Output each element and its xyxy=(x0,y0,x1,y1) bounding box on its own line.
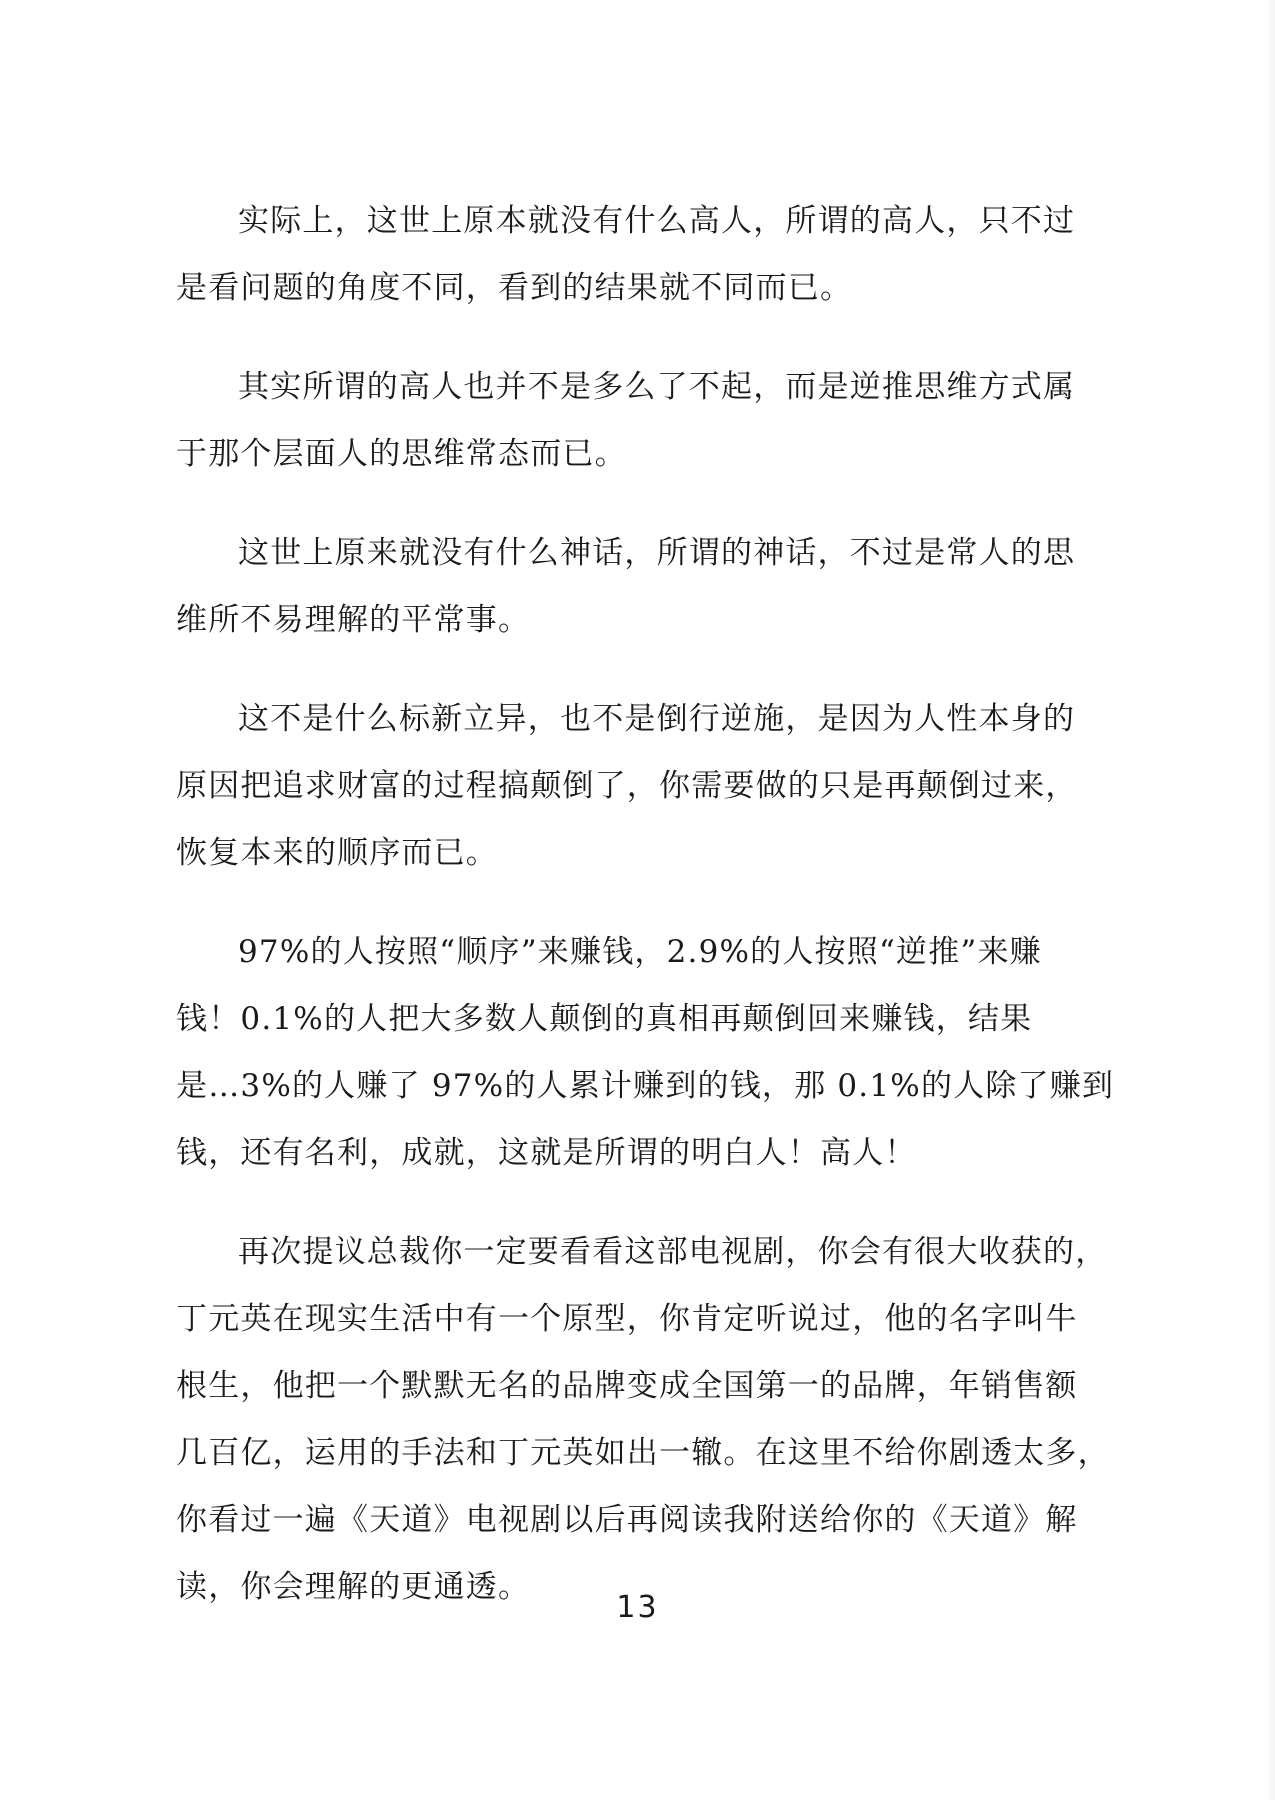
text-line: 这不是什么标新立异，也不是倒行逆施，是因为人性本身的 xyxy=(238,701,1076,737)
paragraph-1 xyxy=(176,188,1096,322)
text-line: 其实所谓的高人也并不是多么了不起，而是逆推思维方式属 xyxy=(238,369,1076,405)
text-line: 原因把追求财富的过程搞颠倒了，你需要做的只是再颠倒过来， xyxy=(176,768,1078,804)
text-line: 实际上，这世上原本就没有什么高人，所谓的高人，只不过 xyxy=(238,203,1076,239)
text-line: 丁元英在现实生活中有一个原型，你肯定听说过，他的名字叫牛 xyxy=(176,1301,1078,1337)
paragraph-6 xyxy=(176,1219,1110,1621)
body-text xyxy=(176,188,1115,1653)
text-line: 是…3%的人赚了 97%的人累计赚到的钱，那 0.1%的人除了赚到 xyxy=(176,1068,1115,1104)
text-line: 这世上原来就没有什么神话，所谓的神话，不过是常人的思 xyxy=(238,535,1076,571)
text-line: 是看问题的角度不同，看到的结果就不同而已。 xyxy=(176,270,853,306)
text-line: 读，你会理解的更通透。 xyxy=(176,1569,531,1605)
text-line: 恢复本来的顺序而已。 xyxy=(176,835,498,871)
paragraph-2 xyxy=(176,354,1096,488)
page-number: 13 xyxy=(616,1590,659,1625)
paragraph-3 xyxy=(176,520,1096,654)
text-line: 钱，还有名利，成就，这就是所谓的明白人！高人！ xyxy=(176,1135,917,1171)
text-line: 维所不易理解的平常事。 xyxy=(176,602,531,638)
text-line: 再次提议总裁你一定要看看这部电视剧，你会有很大收获的， xyxy=(238,1234,1108,1270)
paragraph-5 xyxy=(176,919,1115,1187)
scan-edge-shadow xyxy=(1267,0,1275,1800)
paragraph-4 xyxy=(176,686,1096,887)
text-line: 几百亿，运用的手法和丁元英如出一辙。在这里不给你剧透太多， xyxy=(176,1435,1110,1471)
text-line: 97%的人按照“顺序”来赚钱，2.9%的人按照“逆推”来赚 xyxy=(238,934,1042,970)
text-line: 根生，他把一个默默无名的品牌变成全国第一的品牌，年销售额 xyxy=(176,1368,1078,1404)
text-line: 于那个层面人的思维常态而已。 xyxy=(176,436,627,472)
text-line: 你看过一遍《天道》电视剧以后再阅读我附送给你的《天道》解 xyxy=(176,1502,1078,1538)
text-line: 钱！0.1%的人把大多数人颠倒的真相再颠倒回来赚钱，结果 xyxy=(176,1001,1033,1037)
